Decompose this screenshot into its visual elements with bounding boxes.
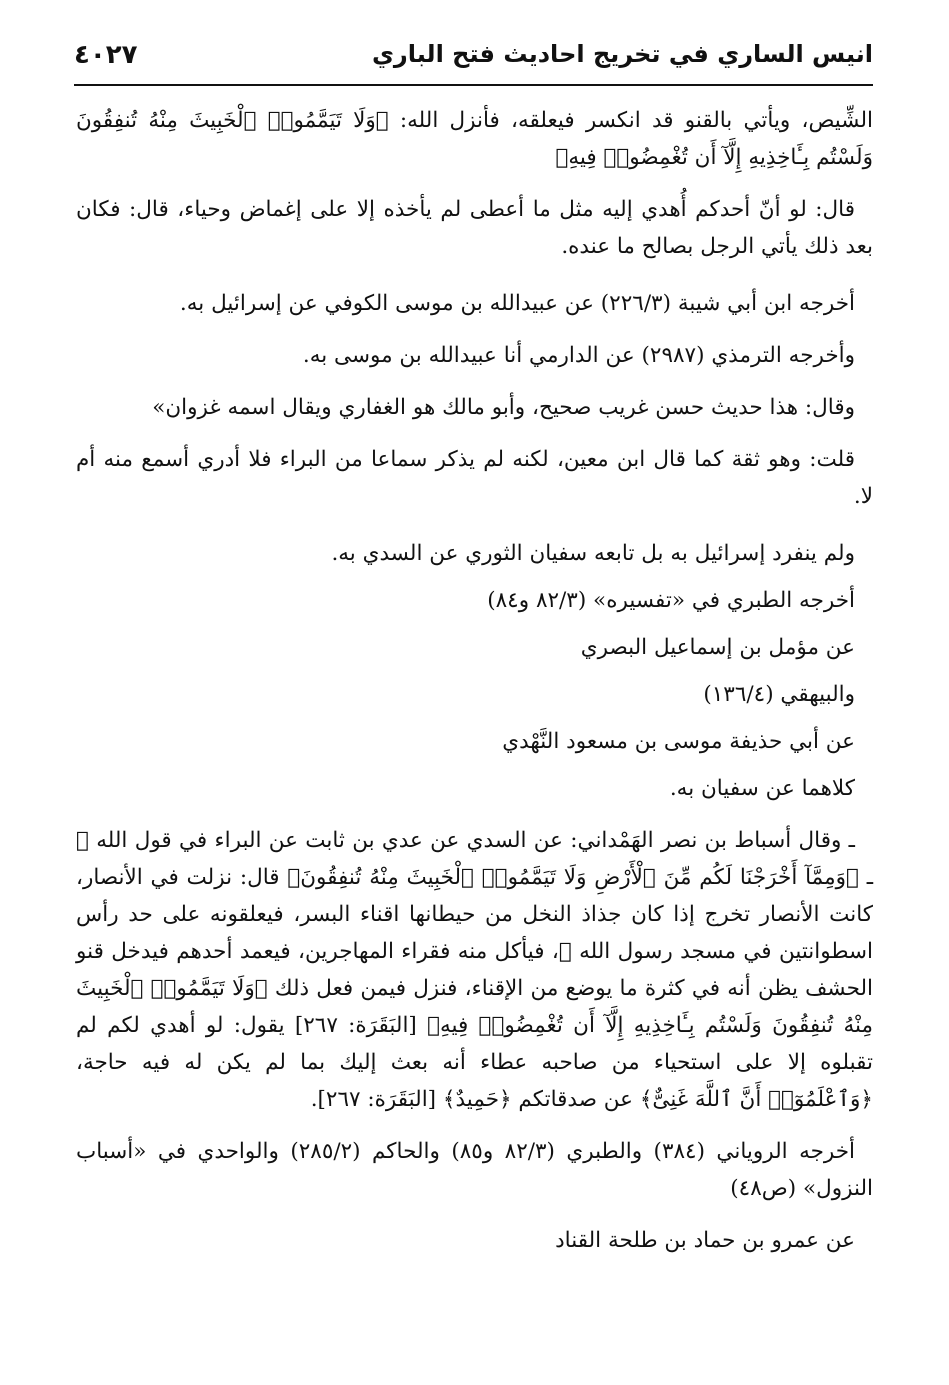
paragraph-takhrij-ibn-abi-shaybah: أخرجه ابن أبي شيبة (٢٢٦/٣) عن عبيدالله بن موسى الكوفي عن إسرائيل به. bbox=[179, 291, 855, 316]
paragraph-quote: قال: لو أنّ أحدكم أُهدي إليه مثل ما أعطى لم يأخذه إلا على إغماض وحياء، قال: فكان بعد ذلك يأتي الرجل بصالح ما عنده. bbox=[76, 197, 873, 259]
paragraph-takhrij-tabari: أخرجه الطبري في «تفسيره» (٨٢/٣ و٨٤) bbox=[487, 588, 855, 613]
paragraph-takhrij-bayhaqi: والبيهقي (١٣٦/٤) bbox=[703, 682, 855, 707]
paragraph-both-from-sufyan: كلاهما عن سفيان به. bbox=[669, 776, 855, 801]
paragraph-author-note: قلت: وهو ثقة كما قال ابن معين، لكنه لم يذكر سماعا من البراء فلا أدري أسمع منه أم لا. bbox=[76, 447, 873, 509]
paragraph-takhrij-ruyani: أخرجه الروياني (٣٨٤) والطبري (٨٢/٣ و٨٥) والحاكم (٢٨٥/٢) والواحدي في «أسباب النزول» (ص٤٨) bbox=[76, 1139, 873, 1201]
paragraph-takhrij-tirmidhi: وأخرجه الترمذي (٢٩٨٧) عن الدارمي أنا عبيدالله بن موسى به. bbox=[302, 343, 855, 368]
header-rule bbox=[74, 84, 873, 86]
paragraph-continuation: الشِّيص، ويأتي بالقنو قد انكسر فيعلقه، فأنزل الله: ﴿وَلَا تَيَمَّمُوا۟ ٱلْخَبِيثَ مِنْهُ تُنفِقُونَ وَلَسْتُم بِـَٔاخِذِيهِ إِلَّآ أَن تُغْمِضُوا۟ فِيهِ﴾ bbox=[76, 108, 873, 170]
page-body bbox=[76, 102, 873, 1259]
paragraph-narrator-muammal: عن مؤمل بن إسماعيل البصري bbox=[580, 635, 855, 660]
paragraph-tirmidhi-grading: وقال: هذا حديث حسن غريب صحيح، وأبو مالك هو الغفاري ويقال اسمه غزوان» bbox=[152, 395, 855, 420]
running-header bbox=[74, 40, 873, 84]
book-title: انيس الساري في تخريج احاديث فتح الباري bbox=[371, 40, 873, 68]
paragraph-mutabaah: ولم ينفرد إسرائيل به بل تابعه سفيان الثوري عن السدي به. bbox=[331, 541, 855, 566]
paragraph-narrator-amr: عن عمرو بن حماد بن طلحة القناد bbox=[555, 1228, 855, 1253]
paragraph-asbat-narration: ـ وقال أسباط بن نصر الهَمْداني: عن السدي عن عدي بن ثابت عن البراء في قول الله ﷻ ـ ﴿وَمِمَّآ أَخْرَجْنَا لَكُم مِّنَ ٱلْأَرْضِ وَلَا تَيَمَّمُوا۟ ٱلْخَبِيثَ مِنْهُ تُنفِقُونَ﴾ قال: نزلت في الأنصار، كانت الأنصار تخرج إذا كان جذاذ النخل من حيطانها اقناء البسر، فيعلقونه على حد رأس اسطوانتين في مسجد رسول الله ﷺ، فيأكل منه فقراء المهاجرين، فيعمد أحدهم فيدخل قنو الحشف يظن أنه في كثرة ما يوضع من الإقناء، فنزل فيمن فعل ذلك ﴿وَلَا تَيَمَّمُوا۟ ٱلْخَبِيثَ مِنْهُ تُنفِقُونَ وَلَسْتُم بِـَٔاخِذِيهِ إِلَّآ أَن تُغْمِضُوا۟ فِيهِ﴾ [البَقَرَة: ٢٦٧] يقول: لو أهدي لكم لم تقبلوه إلا على استحياء من صاحبه عطاء أنه بعث إليك بما لم يكن له فيه حاجة، ﴿وَٱعْلَمُوٓا۟ أَنَّ ٱللَّهَ غَنِىٌّ﴾ عن صدقاتكم ﴿حَمِيدٌ﴾ [البَقَرَة: ٢٦٧]. bbox=[76, 828, 873, 1112]
paragraph-narrator-abu-hudhayfah: عن أبي حذيفة موسى بن مسعود النَّهْدي bbox=[502, 729, 855, 754]
page-number: ٤٠٢٧ bbox=[74, 40, 138, 70]
